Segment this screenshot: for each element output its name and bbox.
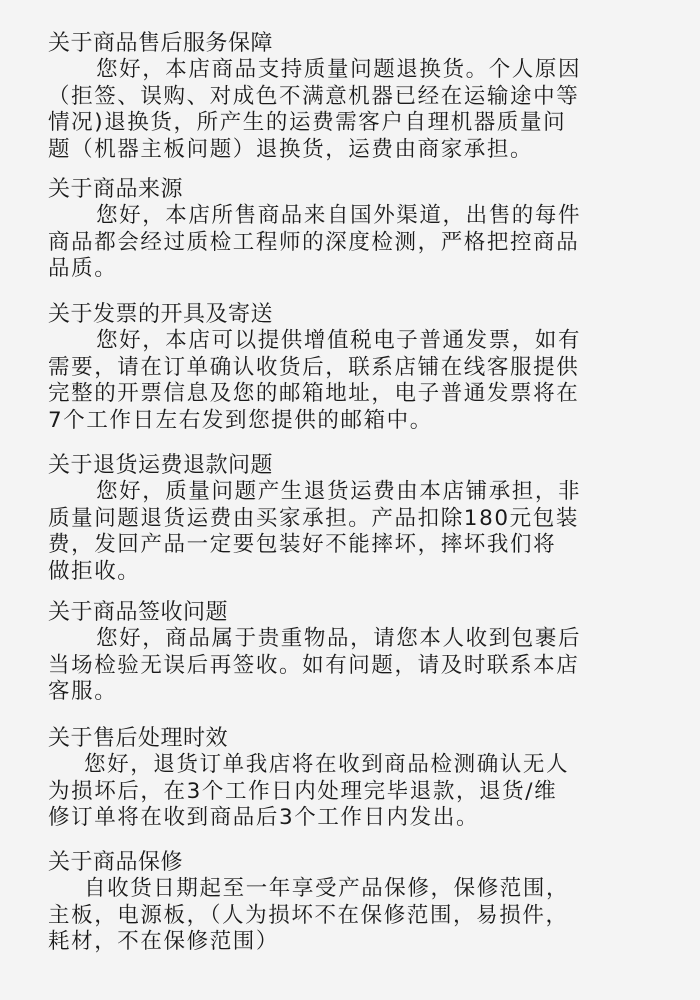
body-line: 商品都会经过质检工程师的深度检测，严格把控商品	[48, 229, 580, 255]
section-heading: 关于商品保修	[48, 850, 184, 875]
body-line: 您好，退货订单我店将在收到商品检测确认无人	[84, 752, 570, 777]
body-line: 您好，本店可以提供增值税电子普通发票，如有	[96, 328, 582, 353]
section-heading: 关于商品签收问题	[48, 600, 229, 625]
body-line: 7个工作日左右发到您提供的邮箱中。	[48, 407, 433, 433]
section-heading: 关于商品售后服务保障	[48, 31, 274, 56]
section-heading: 关于发票的开具及寄送	[48, 302, 274, 327]
body-line: 品质。	[48, 256, 118, 281]
body-line: 您好，商品属于贵重物品，请您本人收到包裹后	[96, 626, 582, 651]
section-after-sales-guarantee	[48, 31, 648, 163]
section-heading: 关于退货运费退款问题	[48, 453, 274, 478]
body-line: 您好，本店商品支持质量问题退换货。个人原因	[96, 57, 582, 82]
section-product-source	[48, 177, 648, 283]
body-line: 您好，质量问题产生退货运费由本店铺承担，非	[96, 479, 582, 504]
body-line: 情况)退换货，所产生的运费需客户自理机器质量问	[48, 110, 567, 135]
body-line: 耗材，不在保修范围）	[48, 929, 280, 954]
body-line: 题（机器主板问题）退换货，运费由商家承担。	[48, 136, 534, 162]
body-line: 当场检验无误后再签收。如有问题，请及时联系本店	[48, 652, 580, 678]
body-line: 自收货日期起至一年享受产品保修，保修范围，	[84, 876, 570, 901]
section-delivery-signing	[48, 600, 648, 706]
body-line: 做拒收。	[48, 558, 141, 584]
body-line: 修订单将在收到商品后3个工作日内发出。	[48, 805, 480, 830]
body-line: 主板，电源板，（人为损坏不在保修范围，易损件，	[48, 902, 569, 928]
section-after-sales-timeline	[48, 726, 648, 832]
body-line: 客服。	[48, 679, 118, 704]
section-return-shipping-refund	[48, 453, 648, 585]
section-heading: 关于售后处理时效	[48, 726, 229, 751]
section-warranty	[48, 850, 648, 956]
body-line: 需要，请在订单确认收货后，联系店铺在线客服提供	[48, 354, 580, 380]
section-invoice	[48, 302, 648, 434]
body-line: 为损坏后，在3个工作日内处理完毕退款，退货/维	[48, 778, 558, 804]
body-line: 您好，本店所售商品来自国外渠道，出售的每件	[96, 203, 582, 228]
body-line: 费，发回产品一定要包装好不能摔坏，摔坏我们将	[48, 532, 557, 557]
body-line: 完整的开票信息及您的邮箱地址，电子普通发票将在	[48, 381, 580, 406]
body-line: （拒签、误购、对成色不满意机器已经在运输途中等	[48, 83, 580, 109]
body-line: 质量问题退货运费由买家承担。产品扣除180元包装	[48, 505, 579, 531]
section-heading: 关于商品来源	[48, 177, 184, 202]
